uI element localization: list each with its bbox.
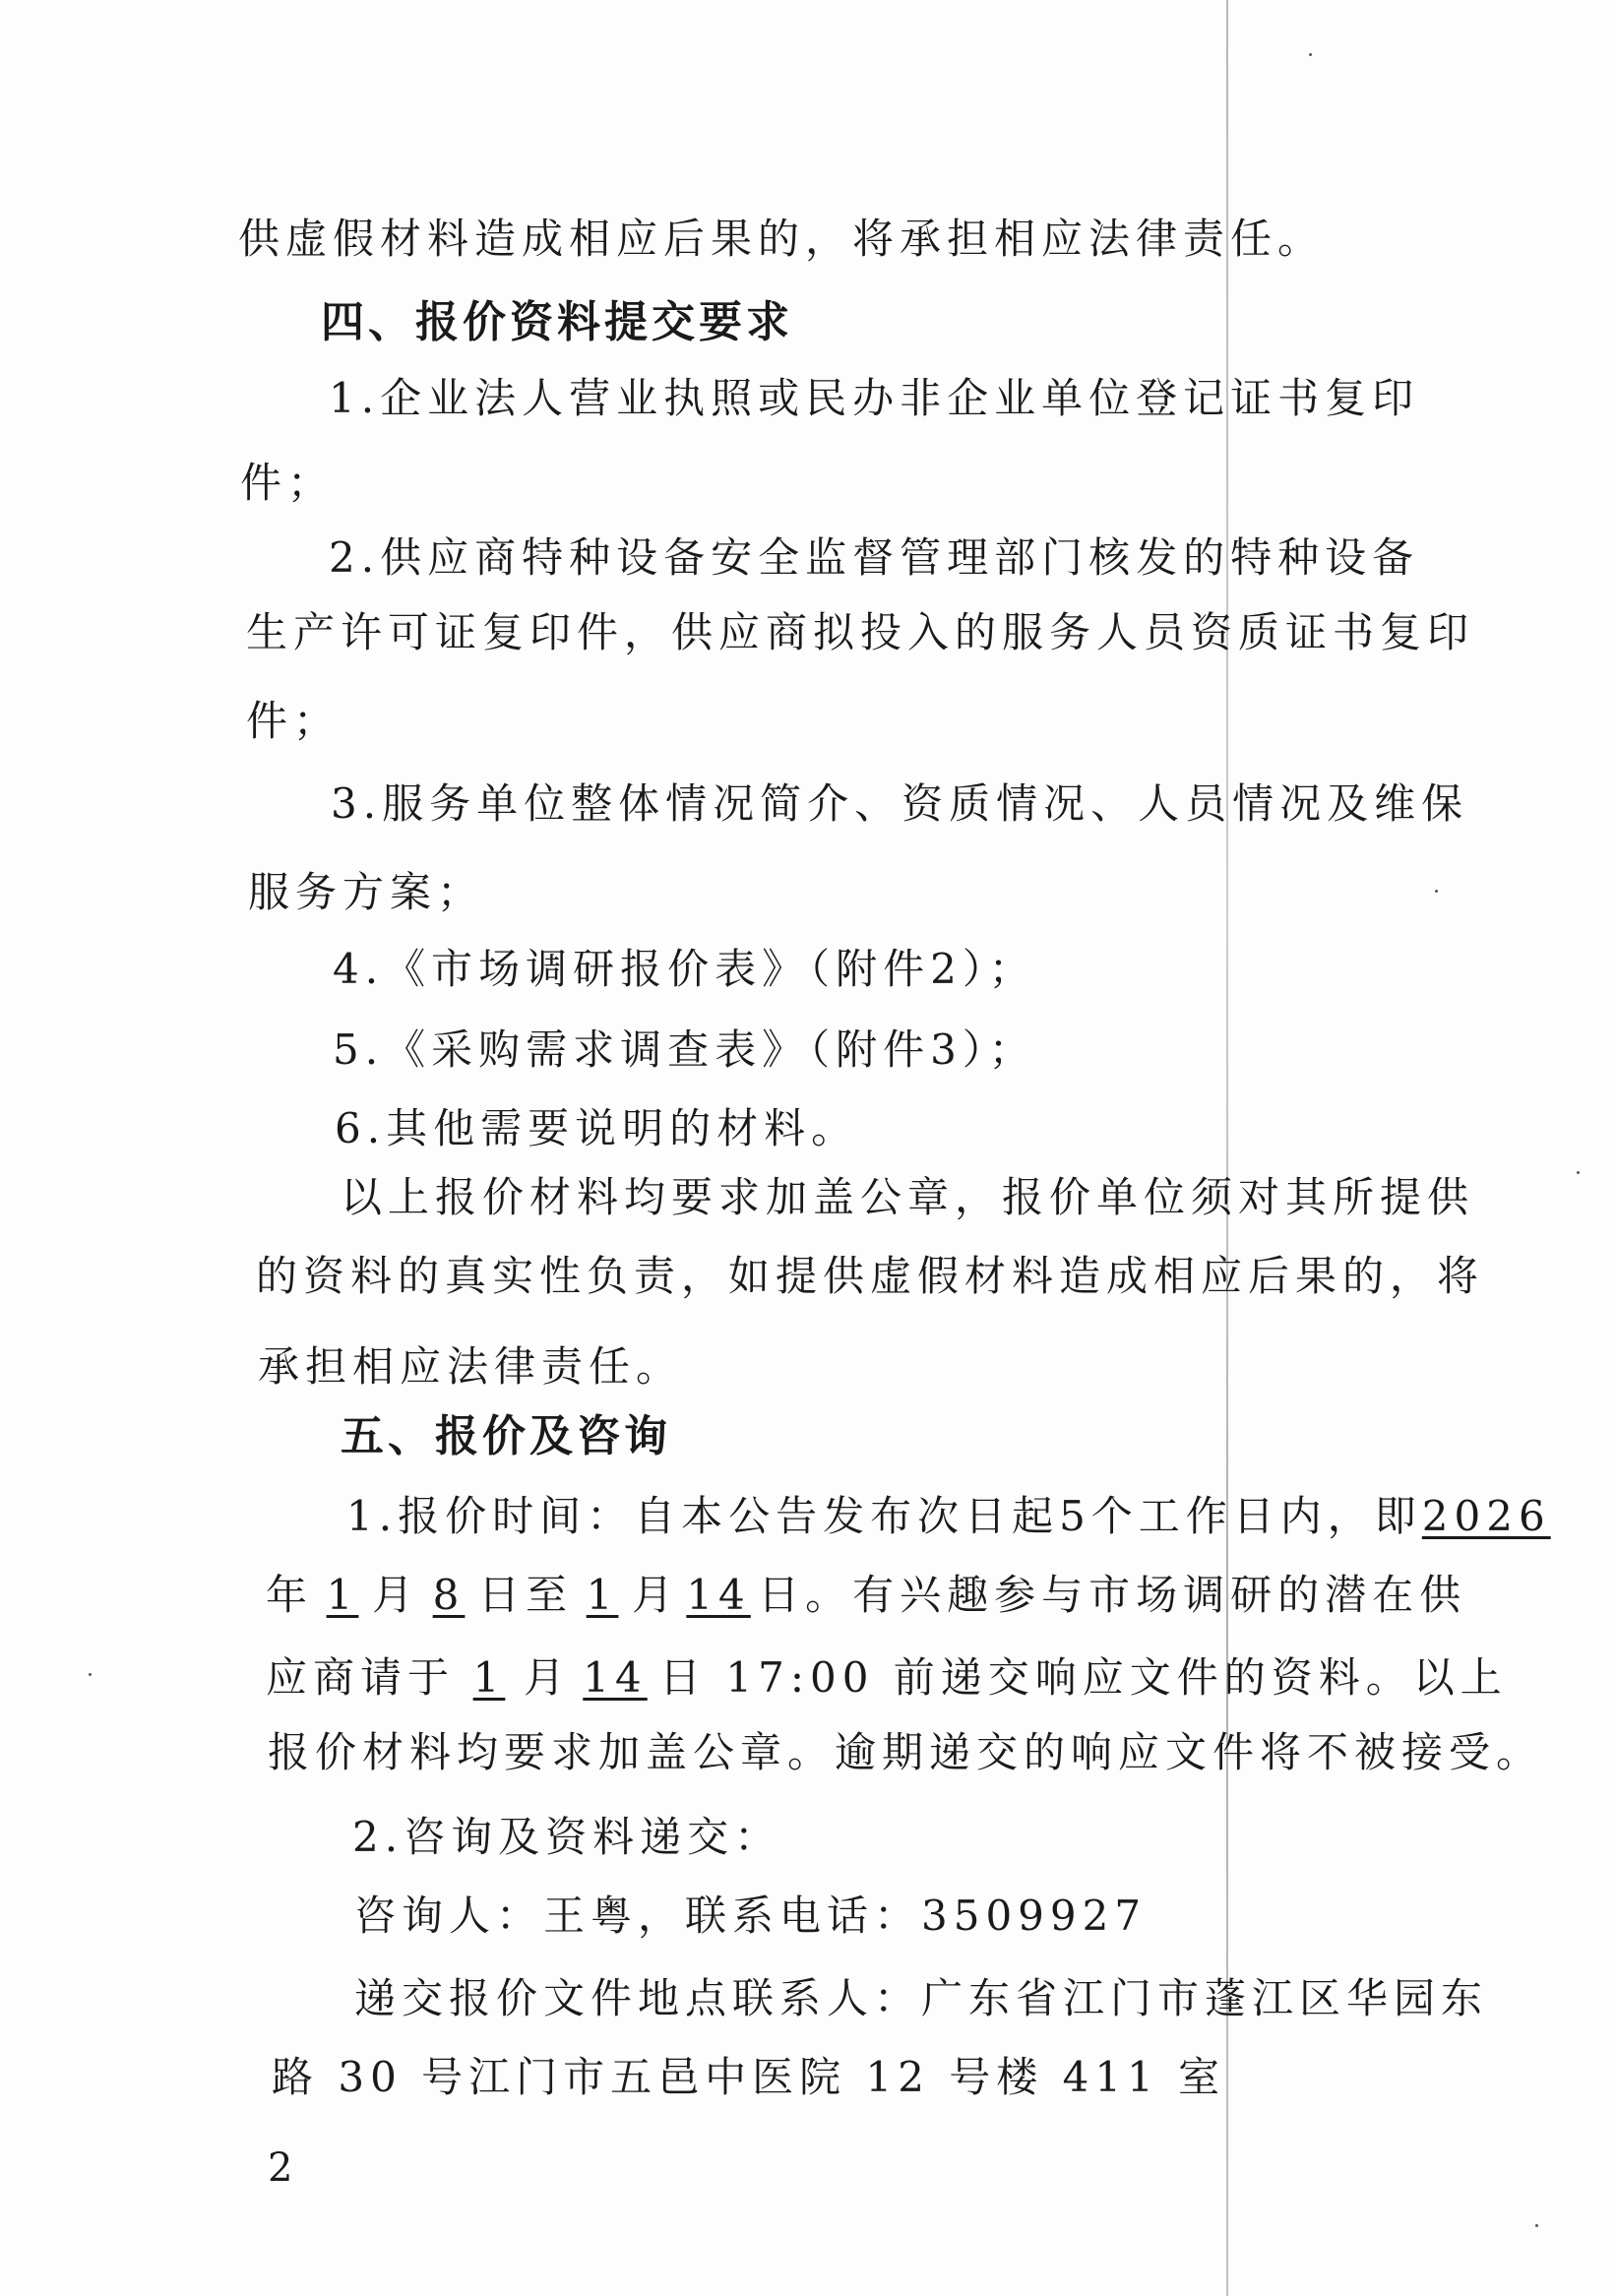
scan-speck bbox=[1535, 2224, 1538, 2227]
scan-speck bbox=[89, 1673, 92, 1676]
date-range-line bbox=[266, 1571, 1467, 1619]
paragraph-line: 报价材料均要求加盖公章。逾期递交的响应文件将不被接受。 bbox=[268, 1728, 1544, 1776]
list-item-2-cont2: 件； bbox=[246, 697, 342, 745]
contact-person: 咨询人：王粤，联系电话：3509927 bbox=[354, 1892, 1148, 1940]
quote-time-line bbox=[346, 1492, 1551, 1540]
section-heading-5: 五、报价及咨询 bbox=[341, 1411, 671, 1461]
scan-speck bbox=[1577, 1171, 1580, 1174]
deadline-month-underlined: 1 bbox=[472, 1653, 506, 1702]
text-fragment: 日 17:00 前递交响应文件的资料。以上 bbox=[659, 1653, 1508, 1702]
text-fragment: 日至 bbox=[478, 1571, 574, 1619]
consult-heading: 2.咨询及资料递交： bbox=[352, 1813, 782, 1861]
list-item-2: 2.供应商特种设备安全监督管理部门核发的特种设备 bbox=[329, 533, 1420, 582]
scan-fold-line bbox=[1226, 0, 1228, 2296]
day-end-underlined: 14 bbox=[686, 1571, 751, 1619]
text-fragment: 月 bbox=[524, 1653, 572, 1702]
list-item-3: 3.服务单位整体情况简介、资质情况、人员情况及维保 bbox=[331, 779, 1469, 828]
quote-time-text: 1.报价时间：自本公告发布次日起5个工作日内，即 bbox=[346, 1492, 1422, 1540]
list-item-2-cont: 生产许可证复印件，供应商拟投入的服务人员资质证书复印 bbox=[246, 608, 1475, 656]
scan-speck bbox=[1435, 890, 1438, 893]
text-fragment: 月 bbox=[632, 1571, 680, 1619]
deadline-day-underlined: 14 bbox=[583, 1653, 648, 1702]
year-underlined: 2026 bbox=[1421, 1492, 1551, 1540]
text-fragment: 日。有兴趣参与市场调研的潜在供 bbox=[758, 1571, 1467, 1619]
day-start-underlined: 8 bbox=[432, 1571, 466, 1619]
month-end-underlined: 1 bbox=[586, 1571, 619, 1619]
page-number: 2 bbox=[268, 2145, 293, 2191]
month-start-underlined: 1 bbox=[326, 1571, 359, 1619]
text-fragment: 应商请于 bbox=[266, 1653, 456, 1702]
scan-speck bbox=[1309, 53, 1312, 56]
text-fragment: 年 bbox=[266, 1571, 314, 1619]
paragraph-line: 以上报价材料均要求加盖公章，报价单位须对其所提供 bbox=[341, 1173, 1475, 1221]
deadline-line bbox=[266, 1653, 1508, 1702]
list-item-4: 4.《市场调研报价表》（附件2）； bbox=[333, 945, 1036, 993]
section-heading-4: 四、报价资料提交要求 bbox=[321, 297, 793, 347]
paragraph-line: 供虚假材料造成相应后果的，将承担相应法律责任。 bbox=[238, 215, 1326, 263]
list-item-5: 5.《采购需求调查表》（附件3）； bbox=[333, 1025, 1036, 1074]
list-item-1: 1.企业法人营业执照或民办非企业单位登记证书复印 bbox=[329, 374, 1420, 422]
text-fragment: 月 bbox=[372, 1571, 420, 1619]
list-item-6: 6.其他需要说明的材料。 bbox=[335, 1104, 859, 1152]
paragraph-line: 承担相应法律责任。 bbox=[258, 1342, 684, 1391]
list-item-1-cont: 件； bbox=[240, 459, 336, 507]
list-item-3-cont: 服务方案； bbox=[248, 868, 485, 916]
paragraph-line: 的资料的真实性负责，如提供虚假材料造成相应后果的，将 bbox=[256, 1252, 1485, 1300]
submission-address: 递交报价文件地点联系人：广东省江门市蓬江区华园东 bbox=[354, 1974, 1489, 2022]
submission-address-cont: 路 30 号江门市五邑中医院 12 号楼 411 室 bbox=[272, 2053, 1226, 2101]
